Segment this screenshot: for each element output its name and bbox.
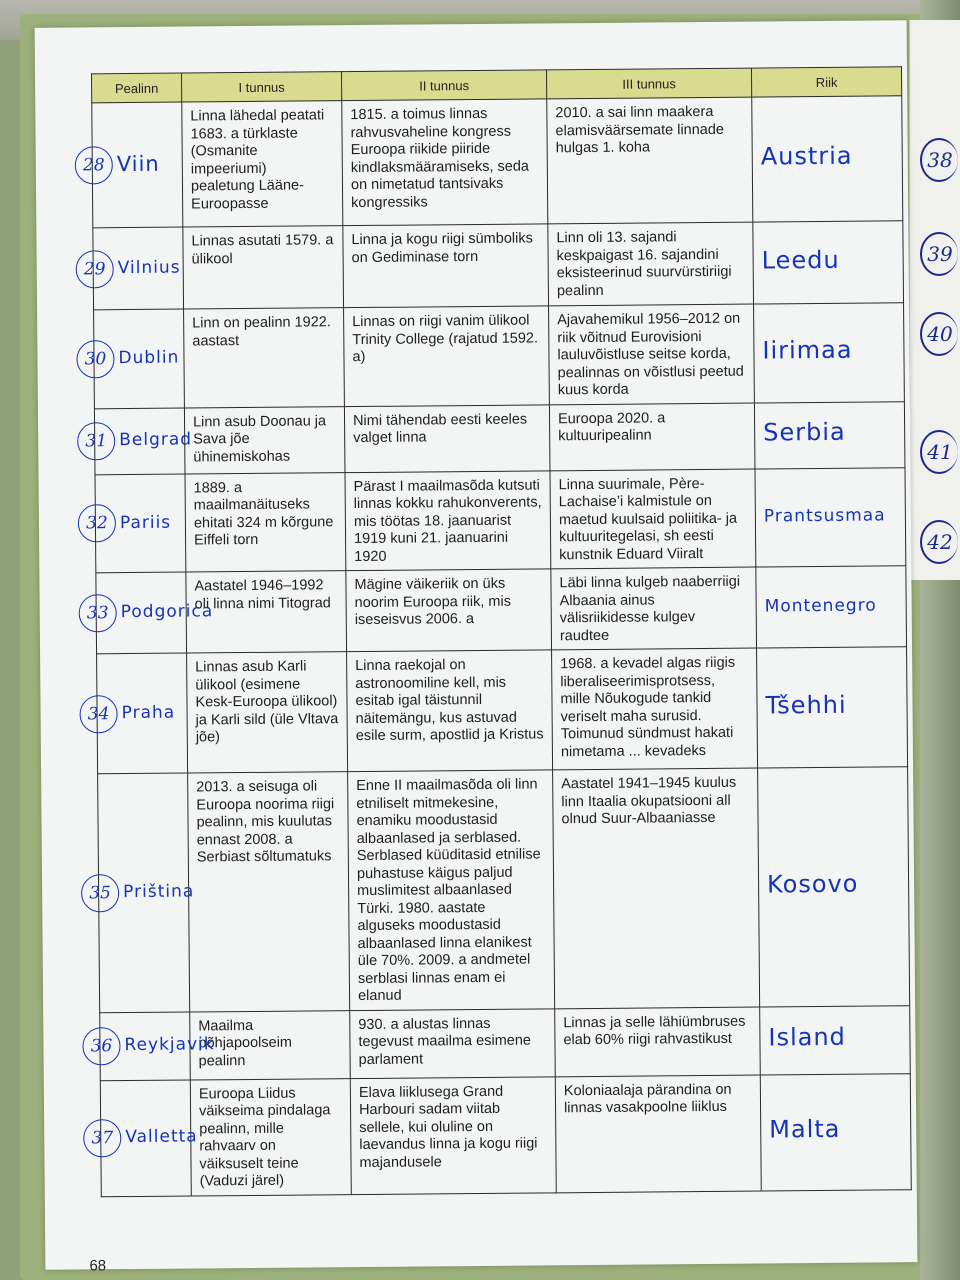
clue-2: 1815. a toimus linnas rahvusvaheline kongress Euroopa riikide piiride kindlaksmääramiseks, seda on nimetatud tantsivaks kongressiks bbox=[342, 99, 548, 226]
clue-1: Linna lähedal peatati 1683. a türklaste (Osmanite impeeriumi) pealetung Lääne-Euroopasse bbox=[182, 101, 343, 227]
country-cell bbox=[760, 1073, 911, 1190]
country-answer: Kosovo bbox=[766, 869, 859, 899]
clue-1: Aastatel 1946–1992 oli linna nimi Titograd bbox=[186, 571, 347, 653]
clue-1: 2013. a seisuga oli Euroopa noorima riigi pealinn, mis kuulutas ennast 2008. a Serbiast sõltumatuks bbox=[188, 772, 350, 1012]
capital-answer: Pariis bbox=[119, 512, 172, 533]
clue-2: Mägine väikeriik on üks noorim Euroopa riik, mis iseseisvus 2006. a bbox=[346, 569, 552, 652]
margin-number: 42 bbox=[920, 520, 958, 564]
row-number: 35 bbox=[81, 874, 119, 912]
row-number: 30 bbox=[76, 340, 114, 378]
capital-cell bbox=[82, 102, 183, 228]
capital-answer: Praha bbox=[121, 702, 176, 723]
country-answer: Prantsusmaa bbox=[763, 505, 886, 527]
row-number: 31 bbox=[77, 422, 115, 460]
capital-cell bbox=[91, 1080, 198, 1197]
capital-answer: Viin bbox=[116, 151, 160, 177]
clue-3: Linn oli 13. sajandi keskpaigast 16. sajandini eksisteerinud suurvürstiriigi pealinn bbox=[548, 222, 754, 306]
clue-3: Euroopa 2020. a kultuuripealinn bbox=[549, 403, 755, 471]
capital-cell bbox=[83, 227, 184, 310]
country-answer: Austria bbox=[760, 141, 853, 171]
margin-number: 40 bbox=[920, 312, 958, 356]
country-answer: Montenegro bbox=[764, 595, 877, 617]
country-cell bbox=[754, 401, 905, 468]
header-i-tunnus: I tunnus bbox=[181, 72, 341, 102]
country-answer: Malta bbox=[769, 1115, 841, 1144]
capital-cell bbox=[89, 773, 195, 1012]
country-cell bbox=[754, 303, 905, 403]
clue-2: 930. a alustas linnas tegevust maailma esimene parlament bbox=[350, 1008, 556, 1078]
clue-1: 1889. a maailmanäituseks ehitati 324 m kõrgune Eiffeli torn bbox=[185, 472, 346, 572]
clue-3: Läbi linna kulgeb naaberriigi Albaania ainus välisriikidesse kulgev raudtee bbox=[551, 567, 757, 650]
country-cell bbox=[760, 1005, 911, 1074]
clue-3: Linnas ja selle lähiümbruses elab 60% riigi rahvastikust bbox=[555, 1007, 761, 1077]
country-answer: Leedu bbox=[761, 245, 840, 275]
clue-3: Aastatel 1941–1945 kuulus linn Itaalia okupatsiooni all olnud Suur-Albaaniasse bbox=[553, 768, 760, 1008]
capital-answer: Valletta bbox=[125, 1126, 198, 1148]
clue-1: Maailma põhjapoolseim pealinn bbox=[190, 1010, 351, 1079]
country-cell bbox=[752, 96, 903, 222]
table-row bbox=[100, 1005, 911, 1080]
table-row bbox=[94, 303, 905, 409]
capital-answer: Podgorica bbox=[120, 601, 214, 623]
clue-1: Linn asub Doonau ja Sava jõe ühinemiskohas bbox=[184, 406, 345, 473]
next-page-edge bbox=[909, 20, 960, 580]
capital-cell bbox=[85, 408, 193, 475]
clue-2: Enne II maailmasõda oli linn etniliselt mitmekesine, enamiku moodustasid albaanlased ja serblased. Serblased küüditasid etnilise puhastuse käigus paljud muslimitest albaanlased Türki. 1980. aastate alguseks moodustasid albaanlased linna elanikest üle 70%. 2009. a andmetel serblasi linnas enam ei elanud bbox=[348, 770, 555, 1010]
clue-1: Linnas asub Karli ülikool (esimene Kesk-Euroopa ülikool) ja Karli sild (üle Vltava jõe) bbox=[187, 652, 348, 773]
row-number: 37 bbox=[83, 1119, 121, 1157]
country-cell bbox=[757, 647, 908, 768]
workbook-page bbox=[35, 20, 918, 1275]
clue-1: Linn on pealinn 1922. aastast bbox=[184, 308, 345, 408]
table-row bbox=[92, 96, 903, 228]
clue-1: Linnas asutati 1579. a ülikool bbox=[183, 226, 344, 309]
table-row bbox=[98, 767, 910, 1013]
table-row bbox=[96, 566, 907, 654]
capital-cell bbox=[87, 653, 188, 774]
header-riik: Riik bbox=[751, 67, 901, 97]
capital-answer: Dublin bbox=[118, 347, 180, 369]
header-ii-tunnus: II tunnus bbox=[341, 70, 546, 101]
header-iii-tunnus: III tunnus bbox=[546, 68, 751, 99]
capital-answer: Priština bbox=[123, 881, 195, 903]
capital-cell bbox=[86, 474, 186, 573]
background-right bbox=[920, 0, 960, 1280]
row-number: 28 bbox=[75, 146, 113, 184]
country-cell bbox=[758, 767, 910, 1007]
table-row bbox=[93, 221, 904, 310]
page-number: 68 bbox=[89, 1257, 107, 1275]
capital-answer: Reykjavik bbox=[124, 1034, 215, 1056]
table-row bbox=[95, 467, 906, 573]
row-number: 32 bbox=[78, 504, 116, 542]
margin-number: 39 bbox=[920, 232, 958, 276]
row-number: 29 bbox=[76, 250, 114, 288]
country-answer: Iirimaa bbox=[762, 335, 853, 365]
row-number: 34 bbox=[79, 695, 117, 733]
header-pealinn: Pealinn bbox=[92, 73, 182, 103]
clue-3: 2010. a sai linn maakera elamisväärsemate linnade hulgas 1. koha bbox=[547, 97, 753, 224]
row-number: 36 bbox=[82, 1027, 120, 1065]
country-answer: Tšehhi bbox=[765, 690, 847, 720]
clue-1: Euroopa Liidus väikseima pindalaga pealinn, mille rahvaarv on väiksuselt teine (Vaduzi järel) bbox=[190, 1078, 351, 1195]
country-answer: Island bbox=[768, 1023, 846, 1052]
table-row bbox=[94, 401, 905, 474]
margin-number: 38 bbox=[920, 138, 958, 182]
country-answer: Serbia bbox=[763, 418, 846, 447]
clue-3: Linna suurimale, Père-Lachaise’i kalmistule on maetud kuulsaid poliitika- ja kultuuritegelasi, sh eesti kunstnik Eduard Viiralt bbox=[550, 469, 756, 569]
clue-3: Koloniaalaja pärandina on linnas vasakpoolne liiklus bbox=[555, 1075, 761, 1193]
capital-cell bbox=[84, 309, 185, 408]
clue-2: Pärast I maailmasõda kutsuti linnas kokku rahukonverents, mis töötas 18. jaanuarist 1919 kuni 21. jaanuarini 1920 bbox=[345, 470, 551, 570]
row-number: 33 bbox=[79, 594, 117, 632]
clue-2: Linnas on riigi vanim ülikool Trinity College (rajatud 1592. a) bbox=[344, 306, 550, 406]
country-cell bbox=[755, 467, 906, 567]
capital-answer: Belgrad bbox=[119, 429, 193, 451]
country-cell bbox=[756, 566, 907, 648]
clue-2: Linna ja kogu riigi sümboliks on Gediminase torn bbox=[343, 224, 549, 308]
clue-2: Linna raekojal on astronoomiline kell, mis esitab igal täistunnil näitemängu, kus astuvad esile surm, apostlid ja Kristus bbox=[347, 650, 553, 772]
country-cell bbox=[753, 221, 904, 304]
clue-3: Ajavahemikul 1956–2012 on riik võitnud Eurovisioni lauluvõistluse seitse korda, pealinnas on võistlusi peetud kuus korda bbox=[549, 304, 755, 404]
capital-answer: Vilnius bbox=[117, 257, 181, 278]
margin-number: 41 bbox=[920, 430, 958, 474]
table-row bbox=[100, 1073, 911, 1196]
capitals-table bbox=[82, 66, 912, 1197]
clue-2: Elava liiklusega Grand Harbouri sadam viitab sellele, kui oluline on laevandus linna ja kogu riigi majandusele bbox=[350, 1076, 556, 1194]
clue-2: Nimi tähendab eesti keeles valget linna bbox=[344, 404, 550, 472]
capital-cell bbox=[90, 1012, 215, 1081]
capital-cell bbox=[86, 572, 214, 654]
table-row bbox=[97, 647, 908, 774]
clue-3: 1968. a kevadel algas riigis liberaliseerimisprotsess, mille Nõukogude tankid veriselt maha surusid. Toimunud sündmust hakati nimetama ... kevadeks bbox=[552, 648, 758, 770]
